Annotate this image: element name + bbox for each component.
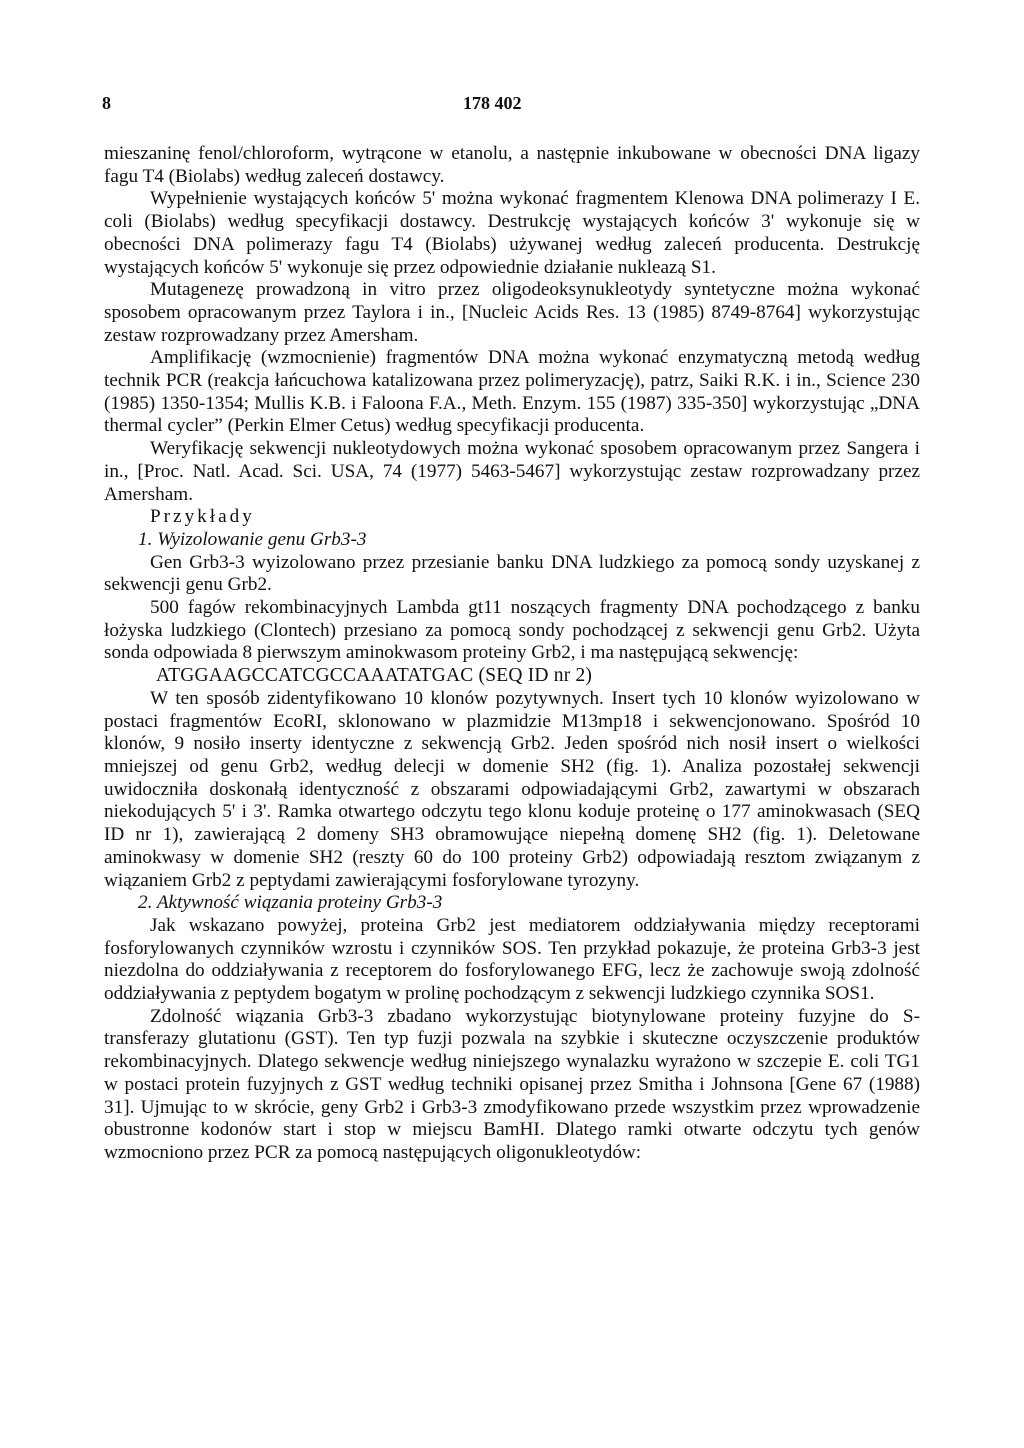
page-number: 8: [102, 93, 111, 113]
section-1-title: 1. Wyizolowanie genu Grb3-3: [138, 528, 367, 550]
paragraph-gst-fusion: Zdolność wiązania Grb3-3 zbadano wykorzystując biotynylowane proteiny fuzyjne do S-transferazy glutationu (GST). Ten typ fuzji pozwala na szybkie i skuteczne oczyszczenie produktów rekombinacyjnych. Dlatego sekwencje według niniejszego wynalazku wyrażono w szczepie E. coli TG1 w postaci protein fuzyjnych z GST według techniki opisanej przez Smitha i Johnsona [Gene 67 (1988) 31]. Ujmując to w skrócie, geny Grb2 i Grb3-3 zmodyfikowano przede wszystkim przez wprowadzenie obustronne kodonów start i stop w miejscu BamHI. Dlatego ramki otwarte odczytu tych genów wzmocniono przez PCR za pomocą następujących oligonukleotydów:: [104, 1005, 920, 1163]
probe-sequence: ATGGAAGCCATCGCCAAATATGAC (SEQ ID nr 2): [156, 665, 593, 687]
section-2-title: 2. Aktywność wiązania proteiny Grb3-3: [138, 892, 443, 914]
paragraph-sequencing: Weryfikację sekwencji nukleotydowych można wykonać sposobem opracowanym przez Sangera i in., [Proc. Natl. Acad. Sci. USA, 74 (1977) 5463-5467] wykorzystując zestaw rozprowadzany przez Amersham.: [104, 438, 920, 505]
page-body: [104, 143, 920, 1165]
paragraph-gene-isolation: Gen Grb3-3 wyizolowano przez przesianie banku DNA ludzkiego za pomocą sondy uzyskanej z sekwencji genu Grb2.: [104, 551, 920, 596]
paragraph-klenow: Wypełnienie wystających końców 5' można wykonać fragmentem Klenowa DNA polimerazy I E. coli (Biolabs) według specyfikacji dostawcy. Destrukcję wystających końców 3' wykonuje się w obecności DNA polimerazy fagu T4 (Biolabs) używanej według zaleceń producenta. Destrukcję wystających końców 5' wykonuje się przez odpowiednie działanie nukleazą S1.: [104, 188, 920, 278]
paragraph-ligation: mieszaninę fenol/chloroform, wytrącone w etanolu, a następnie inkubowane w obecności DNA ligazy fagu T4 (Biolabs) według zaleceń dostawcy.: [104, 143, 920, 187]
paragraph-phage-screening: 500 fagów rekombinacyjnych Lambda gt11 noszących fragmenty DNA pochodzącego z banku łożyska ludzkiego (Clontech) przesiano za pomocą sondy pochodzącej z sekwencji genu Grb2. Użyta sonda odpowiada 8 pierwszym aminokwasom proteiny Grb2, i ma następującą sekwencję:: [104, 597, 920, 664]
document-number: 178 402: [463, 93, 522, 113]
paragraph-grb2-mediator: Jak wskazano powyżej, proteina Grb2 jest mediatorem oddziaływania między receptorami fosforylowanych czynników wzrostu i czynników SOS. Ten przykład pokazuje, że proteina Grb3-3 jest niezdolna do oddziaływania z receptorem do fosforylowanego EFG, lecz że zachowuje swoją zdolność oddziaływania z peptydem bogatym w prolinę pochodzącym z sekwencji ludzkiego czynnika SOS1.: [104, 914, 920, 1005]
paragraph-amplification: Amplifikację (wzmocnienie) fragmentów DNA można wykonać enzymatyczną metodą według technik PCR (reakcja łańcuchowa katalizowana przez polimeryzację), patrz, Saiki R.K. i in., Science 230 (1985) 1350-1354; Mullis K.B. i Faloona F.A., Meth. Enzym. 155 (1987) 335-350] wykorzystując „DNA thermal cycler” (Perkin Elmer Cetus) według specyfikacji producenta.: [104, 347, 920, 437]
paragraph-mutagenesis: Mutagenezę prowadzoną in vitro przez oligodeoksynukleotydy syntetyczne można wykonać sposobem opracowanym przez Taylora i in., [Nucleic Acids Res. 13 (1985) 8749-8764] wykorzystując zestaw rozprowadzany przez Amersham.: [104, 279, 920, 346]
paragraph-clone-analysis: W ten sposób zidentyfikowano 10 klonów pozytywnych. Insert tych 10 klonów wyizolowano w postaci fragmentów EcoRI, sklonowano w plazmidzie M13mp18 i sekwencjonowano. Spośród 10 klonów, 9 nosiło inserty identyczne z sekwencją Grb2. Jeden spośród nich nosił insert o wielkości mniejszej od genu Grb2, według delecji w domenie SH2 (fig. 1). Analiza pozostałej sekwencji uwidoczniła doskonałą identyczność z obszarami odpowiadającymi Grb2, zawartymi w obszarach niekodujących 5' i 3'. Ramka otwartego odczytu tego klonu koduje proteinę o 177 aminokwasach (SEQ ID nr 1), zawierającą 2 domeny SH3 obramowujące niepełną domenę SH2 (fig. 1). Deletowane aminokwasy w domenie SH2 (reszty 60 do 100 proteiny Grb2) odpowiadają resztom związanym z wiązaniem Grb2 z peptydami zawierającymi fosforylowane tyrozyny.: [104, 687, 920, 891]
examples-heading: Przykłady: [150, 506, 255, 528]
